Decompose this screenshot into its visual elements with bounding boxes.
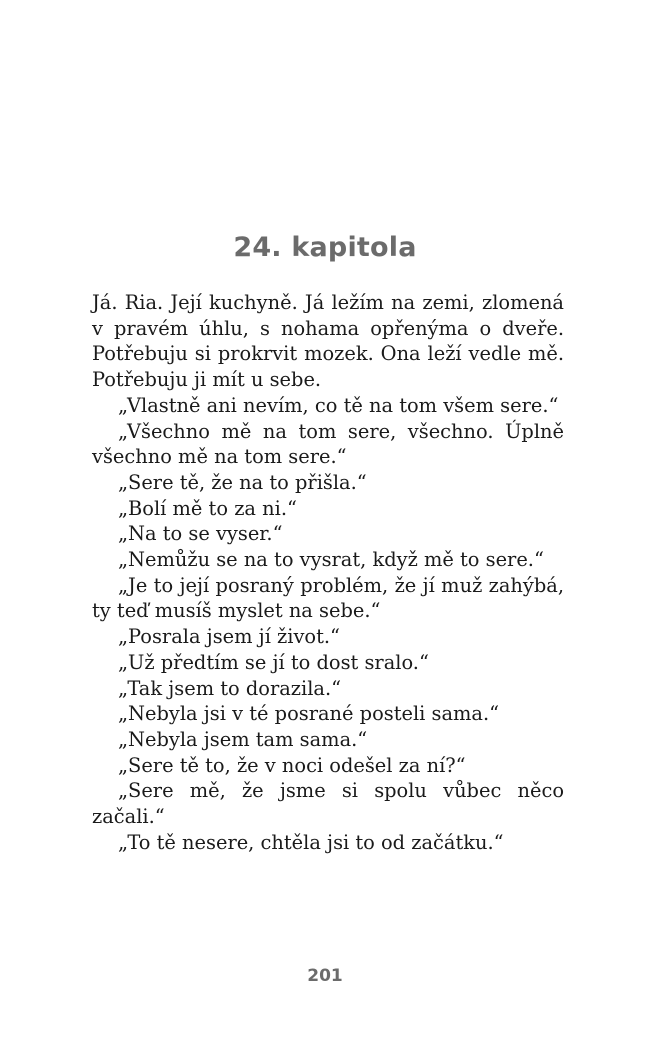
dialogue-line: „Nebyla jsem tam sama.“ [118, 727, 368, 751]
dialogue-line: „To tě nesere, chtěla jsi to od začátku.“ [118, 830, 504, 854]
chapter-body [92, 290, 564, 855]
dialogue-line: „Už předtím se jí to dost sralo.“ [118, 650, 429, 674]
dialogue-line: „Všechno mě na tom sere, všechno. Úplně všechno mě na tom sere.“ [92, 419, 564, 469]
dialogue-line: „Vlastně ani nevím, co tě na tom všem sere.“ [118, 393, 559, 417]
dialogue-line: „Je to její posraný problém, že jí muž zahýbá, ty teď musíš myslet na sebe.“ [92, 573, 564, 623]
dialogue-line: „Tak jsem to dorazila.“ [118, 676, 342, 700]
dialogue-line: „Nemůžu se na to vysrat, když mě to sere.“ [118, 548, 544, 572]
dialogue-line: „Sere tě, že na to přišla.“ [118, 470, 367, 494]
dialogue-line: „Posrala jsem jí život.“ [118, 625, 340, 649]
page-number: 201 [307, 966, 343, 986]
dialogue-line: „Na to se vyser.“ [118, 522, 283, 546]
dialogue-line: „Nebyla jsi v té posrané posteli sama.“ [118, 702, 500, 726]
dialogue-line: „Sere tě to, že v noci odešel za ní?“ [118, 753, 466, 777]
paragraph: Já. Ria. Její kuchyně. Já ležím na zemi, zlomená v pravém úhlu, s nohama opřenýma o dveře. Potřebuju si prokrvit mozek. Ona leží vedle mě. Potřebuju ji mít u sebe. [92, 291, 564, 392]
dialogue-line: „Sere mě, že jsme si spolu vůbec něco začali.“ [92, 779, 564, 829]
dialogue-line: „Bolí mě to za ni.“ [118, 496, 297, 520]
chapter-title: 24. kapitola [233, 232, 417, 263]
